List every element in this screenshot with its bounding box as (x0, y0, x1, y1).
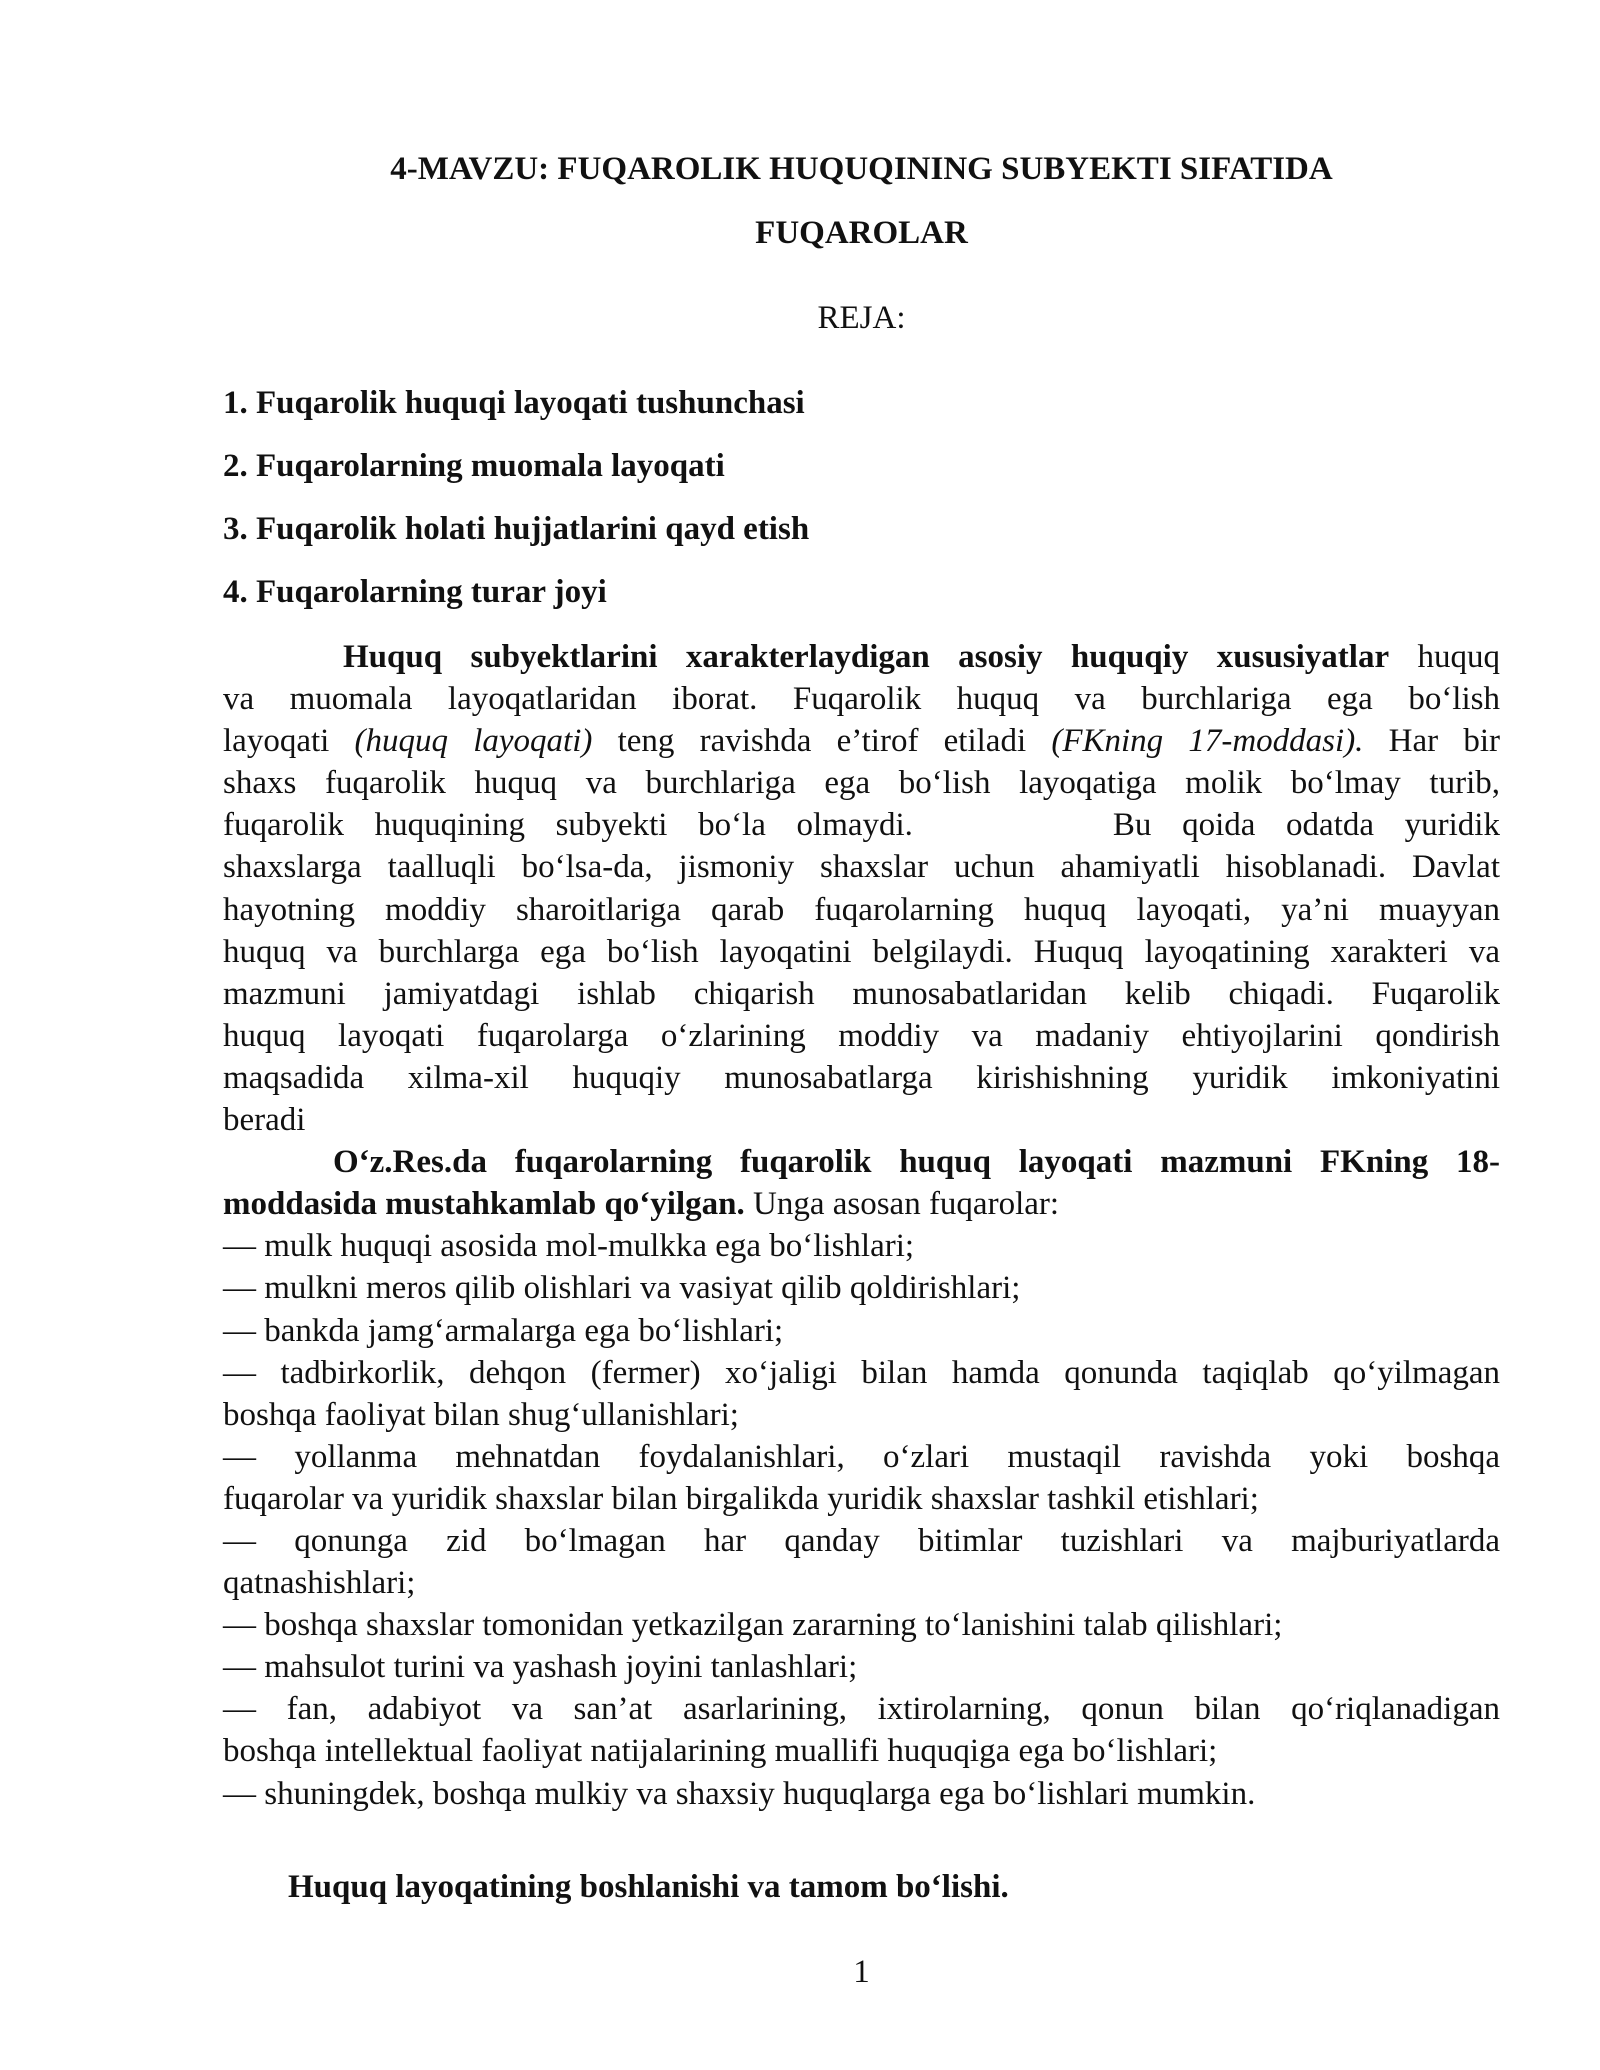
paragraph-1-line: hayotning moddiy sharoitlariga qarab fuqarolarning huquq layoqati, ya’ni muayyan (223, 891, 1500, 928)
paragraph-1-lead-rest: huquq (1389, 639, 1500, 675)
paragraph-1-line (223, 636, 1500, 678)
paragraph-1-line (223, 804, 1500, 846)
paragraph-1-line: huquq layoqati fuqarolarga o‘zlarining moddiy va madaniy ehtiyojlarini qondirish (223, 1017, 1500, 1054)
paragraph-1-line: shaxslarga taalluqli bo‘lsa-da, jismoniy shaxslar uchun ahamiyatli hisoblanadi. Davlat (223, 849, 1500, 886)
list-item-continuation: fuqarolar va yuridik shaxslar bilan birgalikda yuridik shaxslar tashkil etishlari; (223, 1480, 1259, 1517)
list-item: — tadbirkorlik, dehqon (fermer) xo‘jaligi bilan hamda qonunda taqiqlab qo‘yilmagan (223, 1354, 1500, 1391)
page-number: 1 (853, 1954, 870, 1990)
list-item: — yollanma mehnatdan foydalanishlari, o‘zlari mustaqil ravishda yoki boshqa (223, 1438, 1500, 1475)
paragraph-1-line: maqsadida xilma-xil huquqiy munosabatlarga kirishishning yuridik imkoniyatini (223, 1059, 1500, 1096)
paragraph-1-line: huquq va burchlarga ega bo‘lish layoqatini belgilaydi. Huquq layoqatining xarakteri va (223, 933, 1500, 970)
text-run: layoqati (223, 723, 355, 760)
list-item: — mulkni meros qilib olishlari va vasiyat qilib qoldirishlari; (223, 1270, 1021, 1307)
list-item: — fan, adabiyot va san’at asarlarining, ixtirolarning, qonun bilan qo‘riqlanadigan (223, 1691, 1500, 1728)
document-page (223, 0, 1500, 2070)
paragraph-1-line: va muomala layoqatlaridan iborat. Fuqarolik huquq va burchlariga ega bo‘lish (223, 681, 1500, 718)
paragraph-2-line (223, 1183, 1500, 1225)
text-run: fuqarolik huquqining subyekti bo‘la olmaydi. (223, 807, 913, 844)
paragraph-1-line: mazmuni jamiyatdagi ishlab chiqarish munosabatlaridan kelib chiqadi. Fuqarolik (223, 975, 1500, 1012)
section-heading: Huquq layoqatining boshlanishi va tamom bo‘lishi. (288, 1869, 1009, 1905)
list-item-continuation: qatnashishlari; (223, 1565, 416, 1602)
text-run: Bu qoida odatda yuridik (1112, 807, 1500, 844)
paragraph-2-line: O‘z.Res.da fuqarolarning fuqarolik huquq layoqati mazmuni FKning 18- (333, 1144, 1500, 1181)
plan-item-3: 3. Fuqarolik holati hujjatlarini qayd etish (223, 511, 810, 547)
body-text (223, 636, 1500, 1815)
document-title-line-1: 4-MAVZU: FUQAROLIK HUQUQINING SUBYEKTI SIFATIDA (390, 151, 1333, 187)
plan-item-4: 4. Fuqarolarning turar joyi (223, 574, 607, 610)
plan-item-1: 1. Fuqarolik huquqi layoqati tushunchasi (223, 385, 805, 421)
list-item: — bankda jamg‘armalarga ega bo‘lishlari; (223, 1312, 784, 1349)
list-item-continuation: boshqa faoliyat bilan shug‘ullanishlari; (223, 1396, 739, 1433)
plan-item-2: 2. Fuqarolarning muomala layoqati (223, 448, 725, 484)
text-run: Unga asosan fuqarolar: (744, 1186, 1060, 1223)
list-item: — boshqa shaxslar tomonidan yetkazilgan zararning to‘lanishini talab qilishlari; (223, 1607, 1283, 1644)
italic-reference: (FKning 17-moddasi). (1051, 723, 1364, 760)
paragraph-1-line: shaxs fuqarolik huquq va burchlariga ega bo‘lish layoqatiga molik bo‘lmay turib, (223, 765, 1500, 802)
list-item: — mahsulot turini va yashash joyini tanlashlari; (223, 1649, 858, 1686)
paragraph-1-line: beradi (223, 1102, 306, 1139)
paragraph-2-bold: moddasida mustahkamlab qo‘yilgan. (223, 1186, 745, 1223)
list-item: — shuningdek, boshqa mulkiy va shaxsiy huquqlarga ega bo‘lishlari mumkin. (223, 1775, 1256, 1812)
plan-heading: REJA: (817, 300, 906, 336)
list-item-continuation: boshqa intellektual faoliyat natijalarining muallifi huquqiga ega bo‘lishlari; (223, 1733, 1218, 1770)
paragraph-1-lead-bold: Huquq subyektlarini xarakterlaydigan asosiy huquqiy xususiyatlar (343, 639, 1390, 675)
text-run: Har bir (1363, 723, 1500, 760)
list-item: — qonunga zid bo‘lmagan har qanday bitimlar tuzishlari va majburiyatlarda (223, 1522, 1500, 1559)
list-item: — mulk huquqi asosida mol-mulkka ega bo‘lishlari; (223, 1228, 915, 1265)
italic-term: (huquq layoqati) (354, 723, 593, 760)
text-run: teng ravishda e’tirof etiladi (592, 723, 1052, 760)
paragraph-1-line (223, 720, 1500, 762)
document-title-line-2: FUQAROLAR (755, 215, 968, 251)
